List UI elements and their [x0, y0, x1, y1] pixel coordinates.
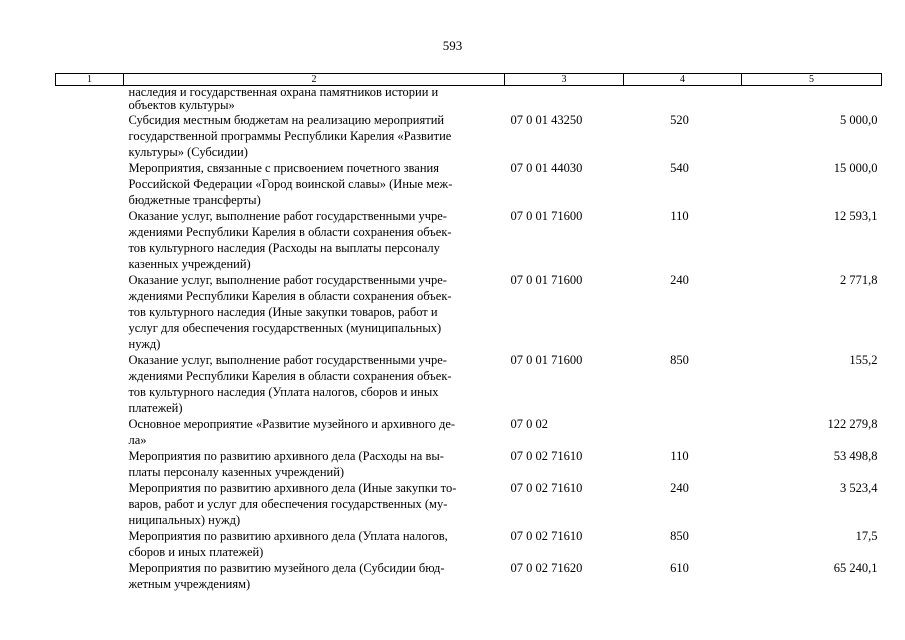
row-amount-cell: 5 000,0 — [840, 113, 878, 127]
row-number-cell — [56, 560, 124, 592]
row-amount-cell: 2 771,8 — [840, 273, 878, 287]
table-row — [56, 352, 882, 416]
row-name-line: Основное мероприятие «Развитие музейного и архивного де- — [128, 417, 456, 431]
row-type-cell: 240 — [670, 273, 689, 287]
table-row — [56, 480, 882, 528]
row-code-cell: 07 0 01 44030 — [510, 161, 583, 175]
row-name-line: сборов и иных платежей) — [128, 545, 264, 559]
row-code-cell: 07 0 01 71600 — [510, 273, 583, 287]
row-name-line: платежей) — [128, 401, 183, 415]
row-code-cell: 07 0 02 71610 — [510, 529, 583, 543]
row-code-cell: 07 0 02 71610 — [510, 481, 583, 495]
row-name-cell — [124, 208, 505, 272]
row-code-cell — [505, 86, 624, 113]
row-name-cell — [124, 480, 505, 528]
row-name-line: ла» — [128, 433, 147, 447]
row-name-line: культуры» (Субсидии) — [128, 145, 248, 159]
row-name-line: Мероприятия по развитию музейного дела (Субсидии бюд- — [128, 561, 445, 575]
budget-table — [55, 73, 882, 592]
row-name-line: тов культурного наследия (Иные закупки товаров, работ и — [128, 305, 438, 319]
row-amount-cell: 155,2 — [849, 353, 878, 367]
row-number-cell — [56, 528, 124, 560]
row-name-line: Мероприятия, связанные с присвоением почетного звания — [128, 161, 439, 175]
row-code-cell: 07 0 02 71610 — [510, 449, 583, 463]
row-name-line: Оказание услуг, выполнение работ государственными учре- — [128, 353, 447, 367]
row-name-cell — [124, 272, 505, 352]
page-number: 593 — [442, 38, 463, 53]
row-name-cell — [124, 528, 505, 560]
table-row — [56, 560, 882, 592]
row-name-line: варов, работ и услуг для обеспечения государственных (му- — [128, 497, 448, 511]
table-row — [56, 112, 882, 160]
row-name-line: Российской Федерации «Город воинской славы» (Иные меж- — [128, 177, 453, 191]
row-amount-cell: 53 498,8 — [833, 449, 878, 463]
column-header-4: 4 — [624, 74, 742, 86]
row-name-line: нужд) — [128, 337, 161, 351]
table-row — [56, 86, 882, 113]
row-name-cell — [124, 160, 505, 208]
row-amount-cell: 122 279,8 — [827, 417, 878, 431]
row-type-cell: 520 — [670, 113, 689, 127]
row-amount-cell — [742, 86, 882, 113]
row-type-cell: 110 — [670, 449, 689, 463]
row-name-line: тов культурного наследия (Расходы на выплаты персоналу — [128, 241, 440, 255]
row-amount-cell: 15 000,0 — [833, 161, 878, 175]
row-name-line: ждениями Республики Карелия в области сохранения объек- — [128, 289, 452, 303]
row-name-cell — [124, 352, 505, 416]
column-header-3: 3 — [505, 74, 624, 86]
row-number-cell — [56, 480, 124, 528]
row-type-cell: 240 — [670, 481, 689, 495]
row-name-line: Мероприятия по развитию архивного дела (Расходы на вы- — [128, 449, 444, 463]
row-amount-cell: 17,5 — [855, 529, 878, 543]
row-type-cell: 850 — [670, 529, 689, 543]
row-name-cell — [124, 416, 505, 448]
row-name-line: ждениями Республики Карелия в области сохранения объек- — [128, 225, 452, 239]
row-name-line: Субсидия местным бюджетам на реализацию мероприятий — [128, 113, 445, 127]
row-type-cell — [624, 416, 742, 448]
row-number-cell — [56, 86, 124, 113]
table-row — [56, 416, 882, 448]
column-header-1: 1 — [56, 74, 124, 86]
row-name-line: Оказание услуг, выполнение работ государственными учре- — [128, 273, 447, 287]
row-amount-cell: 65 240,1 — [833, 561, 878, 575]
row-name-cell — [124, 448, 505, 480]
table-row — [56, 208, 882, 272]
row-type-cell: 850 — [670, 353, 689, 367]
row-name-line: Мероприятия по развитию архивного дела (Уплата налогов, — [128, 529, 448, 543]
row-code-cell: 07 0 02 — [510, 417, 548, 431]
row-name-line: Мероприятия по развитию архивного дела (Иные закупки то- — [128, 481, 457, 495]
row-name-line: Оказание услуг, выполнение работ государственными учре- — [128, 209, 447, 223]
row-name-cell — [124, 560, 505, 592]
row-number-cell — [56, 448, 124, 480]
row-name-line: казенных учреждений) — [128, 257, 251, 271]
row-code-cell: 07 0 02 71620 — [510, 561, 583, 575]
row-name-line: ниципальных) нужд) — [128, 513, 241, 527]
row-name-line: тов культурного наследия (Уплата налогов, сборов и иных — [128, 385, 439, 399]
column-header-2: 2 — [124, 74, 505, 86]
row-number-cell — [56, 208, 124, 272]
row-number-cell — [56, 352, 124, 416]
row-name-cell — [124, 112, 505, 160]
row-name-cell — [124, 86, 505, 113]
row-type-cell: 610 — [670, 561, 689, 575]
row-name-line: объектов культуры» — [128, 98, 235, 112]
row-type-cell — [624, 86, 742, 113]
row-number-cell — [56, 160, 124, 208]
table-row — [56, 160, 882, 208]
table-row — [56, 448, 882, 480]
row-name-line: ждениями Республики Карелия в области сохранения объек- — [128, 369, 452, 383]
row-name-line: платы персоналу казенных учреждений) — [128, 465, 345, 479]
row-code-cell: 07 0 01 43250 — [510, 113, 583, 127]
column-number-row — [56, 74, 882, 86]
row-number-cell — [56, 112, 124, 160]
row-name-line: государственной программы Республики Карелия «Развитие — [128, 129, 452, 143]
row-code-cell: 07 0 01 71600 — [510, 209, 583, 223]
row-type-cell: 540 — [670, 161, 689, 175]
table-header — [56, 74, 882, 86]
table-row — [56, 272, 882, 352]
row-name-line: услуг для обеспечения государственных (муниципальных) — [128, 321, 442, 335]
table-body — [56, 86, 882, 593]
row-number-cell — [56, 416, 124, 448]
row-amount-cell: 3 523,4 — [840, 481, 878, 495]
row-name-line: жетным учреждениям) — [128, 577, 251, 591]
row-code-cell: 07 0 01 71600 — [510, 353, 583, 367]
row-type-cell: 110 — [670, 209, 689, 223]
row-amount-cell: 12 593,1 — [833, 209, 878, 223]
column-header-5: 5 — [742, 74, 882, 86]
row-name-line: наследия и государственная охрана памятников истории и — [128, 85, 439, 99]
row-number-cell — [56, 272, 124, 352]
table-row — [56, 528, 882, 560]
row-name-line: бюджетные трансферты) — [128, 193, 261, 207]
